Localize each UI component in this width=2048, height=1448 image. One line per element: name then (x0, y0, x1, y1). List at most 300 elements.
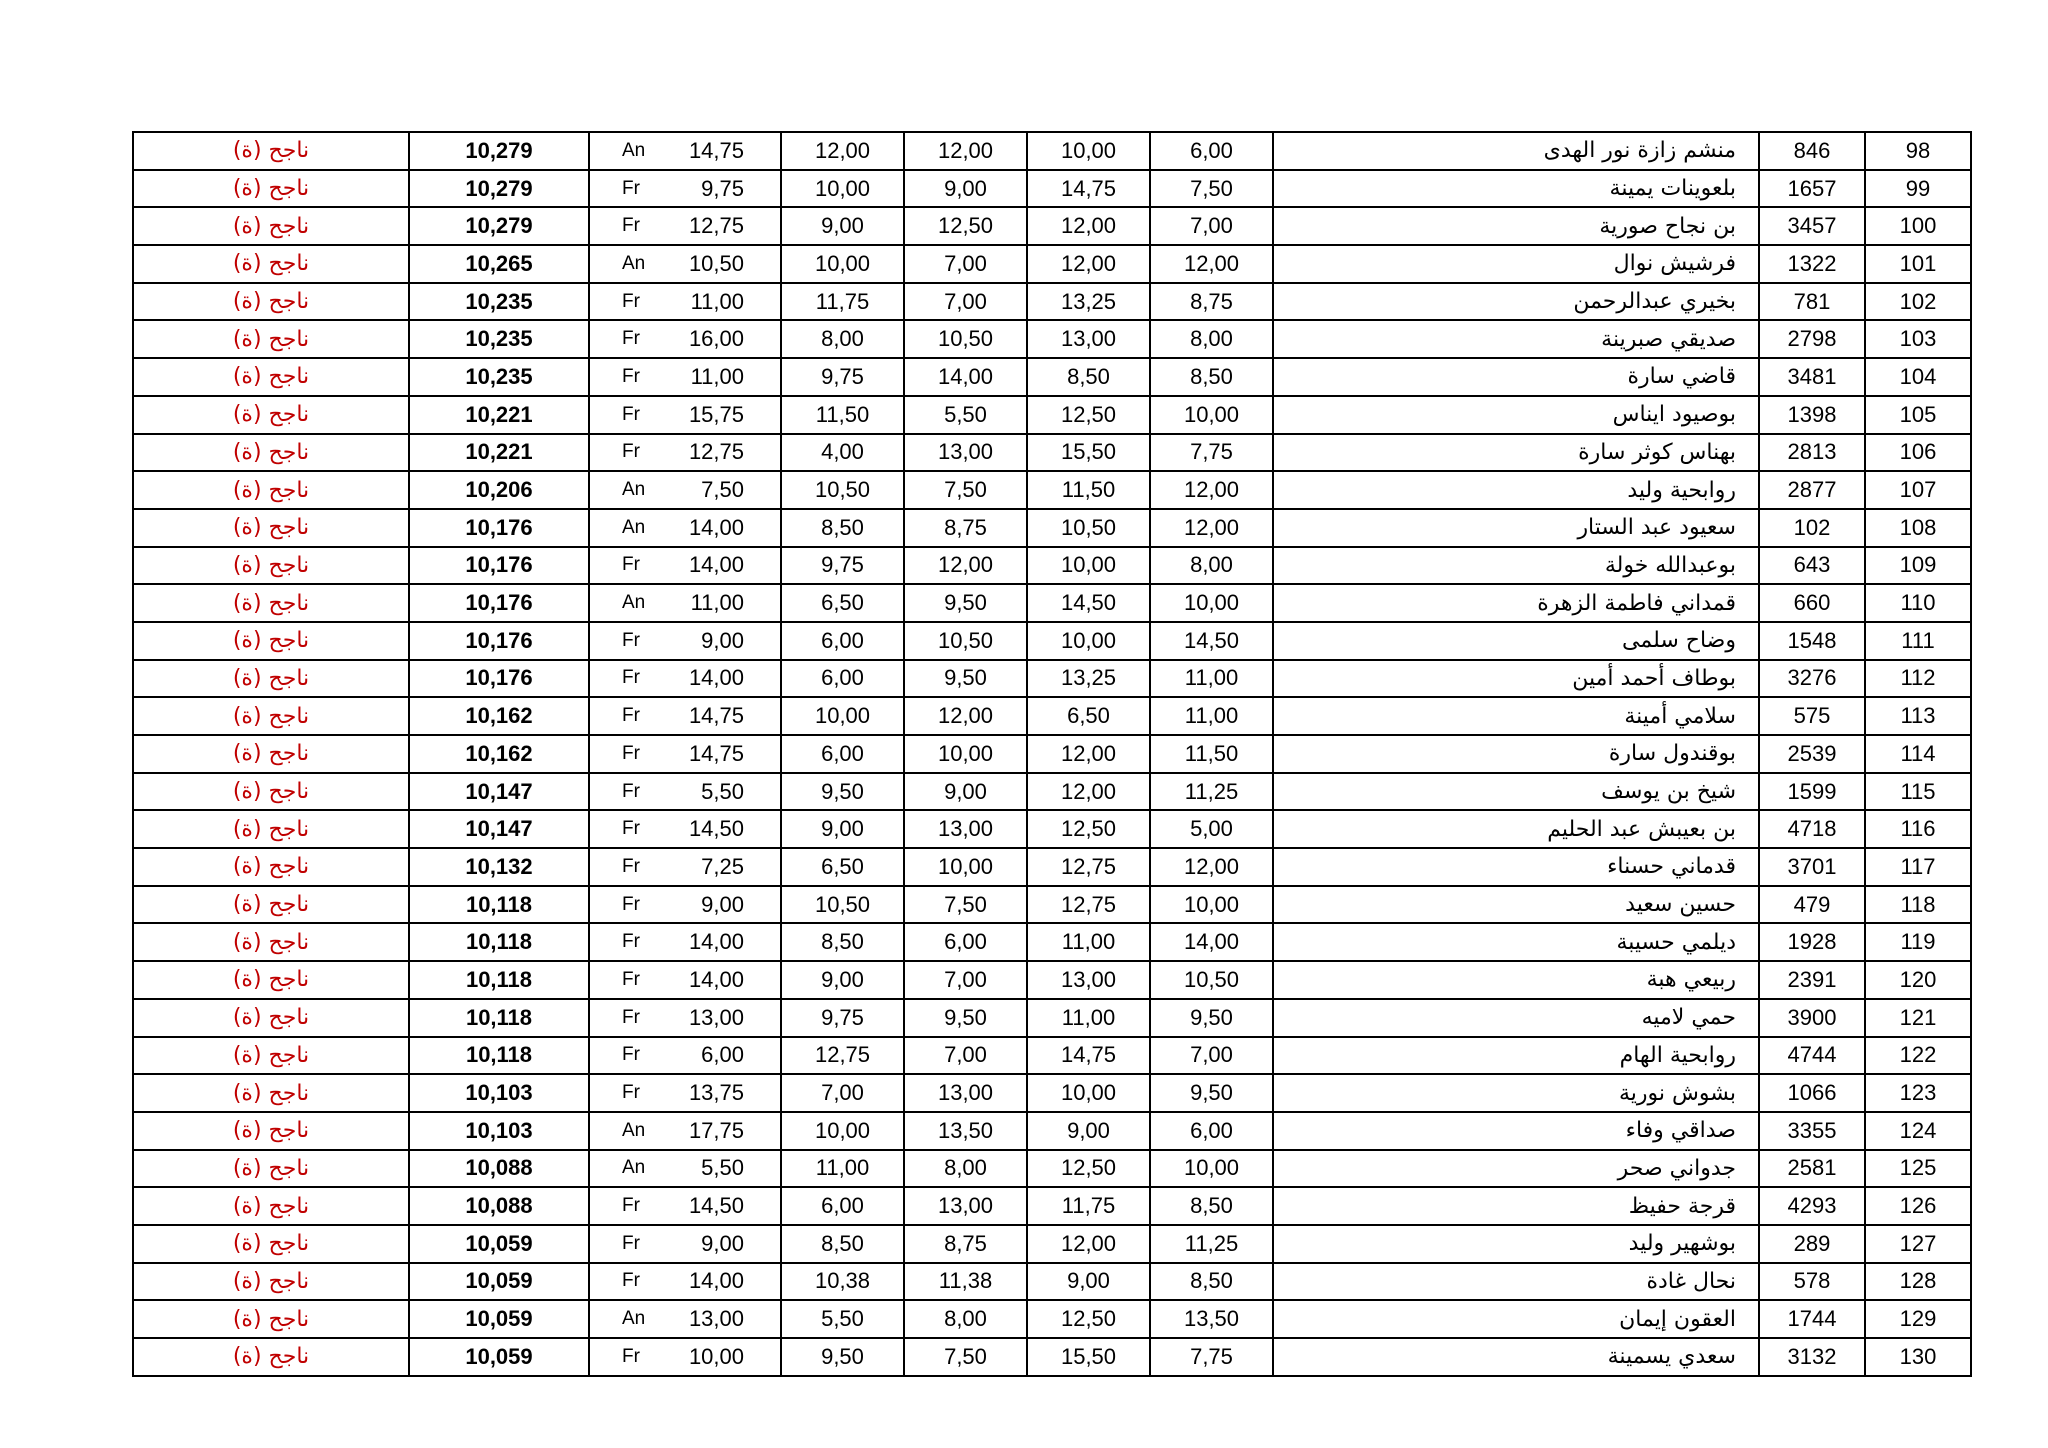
grade-5: 14,00 (688, 1268, 744, 1294)
average-cell: 10,265 (409, 245, 589, 283)
average-cell: 10,088 (409, 1187, 589, 1225)
average-cell: 10,176 (409, 584, 589, 622)
status-cell: ناجح (ة) (133, 773, 409, 811)
language-grade-cell (589, 471, 781, 509)
grade-5: 13,00 (688, 1306, 744, 1332)
table-row (133, 622, 1971, 660)
grade-2-cell: 8,50 (1027, 358, 1150, 396)
language-code: An (622, 139, 646, 161)
grade-5: 14,00 (688, 966, 744, 992)
grade-3-cell: 13,50 (904, 1112, 1027, 1150)
language-grade-cell (589, 1112, 781, 1150)
grade-5: 5,50 (701, 778, 744, 804)
grade-3-cell: 12,00 (904, 697, 1027, 735)
student-id-cell: 2539 (1759, 735, 1865, 773)
grade-5: 14,00 (688, 665, 744, 691)
student-id-cell: 1744 (1759, 1300, 1865, 1338)
status-cell: ناجح (ة) (133, 735, 409, 773)
grade-4-cell: 6,50 (781, 584, 904, 622)
average-cell: 10,059 (409, 1300, 589, 1338)
grade-1-cell: 8,50 (1150, 1187, 1273, 1225)
language-grade-cell (589, 999, 781, 1037)
grade-3-cell: 9,50 (904, 999, 1027, 1037)
status-cell: ناجح (ة) (133, 170, 409, 208)
language-grade-cell (589, 509, 781, 547)
status-cell: ناجح (ة) (133, 848, 409, 886)
status-cell: ناجح (ة) (133, 1150, 409, 1188)
table-row (133, 697, 1971, 735)
status-cell: ناجح (ة) (133, 434, 409, 472)
language-grade-cell (589, 132, 781, 170)
student-id-cell: 3701 (1759, 848, 1865, 886)
student-id-cell: 4293 (1759, 1187, 1865, 1225)
language-code: Fr (622, 931, 640, 953)
grade-2-cell: 12,00 (1027, 773, 1150, 811)
student-name-cell: فرشيش نوال (1273, 245, 1759, 283)
grade-1-cell: 10,00 (1150, 584, 1273, 622)
grade-2-cell: 10,00 (1027, 132, 1150, 170)
language-grade-cell (589, 961, 781, 999)
student-name-cell: سعدي يسمينة (1273, 1338, 1759, 1376)
grade-4-cell: 9,75 (781, 999, 904, 1037)
table-row (133, 170, 1971, 208)
grade-5: 14,50 (688, 816, 744, 842)
grade-3-cell: 6,00 (904, 923, 1027, 961)
language-grade-cell (589, 848, 781, 886)
student-name-cell: صداقي وفاء (1273, 1112, 1759, 1150)
grade-2-cell: 12,50 (1027, 1150, 1150, 1188)
language-code: Fr (622, 629, 640, 651)
grade-3-cell: 8,75 (904, 1225, 1027, 1263)
language-code: An (622, 1308, 646, 1330)
status-cell: ناجح (ة) (133, 1112, 409, 1150)
grade-5: 9,00 (701, 891, 744, 917)
table-row (133, 1074, 1971, 1112)
student-name-cell: حمي لاميه (1273, 999, 1759, 1037)
grade-5: 14,00 (688, 552, 744, 578)
rank-cell: 114 (1865, 735, 1971, 773)
table-row (133, 471, 1971, 509)
grade-1-cell: 11,50 (1150, 735, 1273, 773)
student-name-cell: ربيعي هبة (1273, 961, 1759, 999)
rank-cell: 126 (1865, 1187, 1971, 1225)
student-name-cell: روابحية الهام (1273, 1037, 1759, 1075)
language-code: Fr (622, 968, 640, 990)
language-code: Fr (622, 705, 640, 727)
grade-1-cell: 14,00 (1150, 923, 1273, 961)
student-id-cell: 1398 (1759, 396, 1865, 434)
table-row (133, 999, 1971, 1037)
rank-cell: 99 (1865, 170, 1971, 208)
rank-cell: 101 (1865, 245, 1971, 283)
status-cell: ناجح (ة) (133, 622, 409, 660)
student-name-cell: حسين سعيد (1273, 886, 1759, 924)
average-cell: 10,221 (409, 396, 589, 434)
grade-3-cell: 5,50 (904, 396, 1027, 434)
grade-5: 14,50 (688, 1193, 744, 1219)
grade-4-cell: 10,00 (781, 697, 904, 735)
status-cell: ناجح (ة) (133, 245, 409, 283)
rank-cell: 121 (1865, 999, 1971, 1037)
status-cell: ناجح (ة) (133, 1338, 409, 1376)
language-grade-cell (589, 810, 781, 848)
rank-cell: 100 (1865, 207, 1971, 245)
student-name-cell: ديلمي حسيبة (1273, 923, 1759, 961)
table-row (133, 245, 1971, 283)
grade-3-cell: 14,00 (904, 358, 1027, 396)
rank-cell: 125 (1865, 1150, 1971, 1188)
average-cell: 10,118 (409, 961, 589, 999)
grade-3-cell: 8,00 (904, 1300, 1027, 1338)
grade-3-cell: 13,00 (904, 1187, 1027, 1225)
rank-cell: 106 (1865, 434, 1971, 472)
student-name-cell: قمداني فاطمة الزهرة (1273, 584, 1759, 622)
grade-1-cell: 11,25 (1150, 773, 1273, 811)
language-code: Fr (622, 1232, 640, 1254)
average-cell: 10,176 (409, 660, 589, 698)
average-cell: 10,235 (409, 358, 589, 396)
grade-3-cell: 10,50 (904, 320, 1027, 358)
student-id-cell: 1322 (1759, 245, 1865, 283)
student-name-cell: بن بعيبش عبد الحليم (1273, 810, 1759, 848)
table-row (133, 1037, 1971, 1075)
grade-4-cell: 11,75 (781, 283, 904, 321)
grade-1-cell: 7,00 (1150, 207, 1273, 245)
average-cell: 10,059 (409, 1225, 589, 1263)
grade-5: 10,50 (688, 250, 744, 276)
table-row (133, 848, 1971, 886)
table-row (133, 547, 1971, 585)
language-code: An (622, 516, 646, 538)
grade-3-cell: 12,50 (904, 207, 1027, 245)
average-cell: 10,132 (409, 848, 589, 886)
student-id-cell: 1928 (1759, 923, 1865, 961)
grade-1-cell: 11,25 (1150, 1225, 1273, 1263)
grade-2-cell: 10,00 (1027, 547, 1150, 585)
status-cell: ناجح (ة) (133, 697, 409, 735)
grade-4-cell: 10,50 (781, 886, 904, 924)
table-row (133, 735, 1971, 773)
grade-3-cell: 7,00 (904, 1037, 1027, 1075)
student-id-cell: 1548 (1759, 622, 1865, 660)
grade-4-cell: 8,00 (781, 320, 904, 358)
table-row (133, 773, 1971, 811)
table-row (133, 961, 1971, 999)
table-row (133, 207, 1971, 245)
average-cell: 10,162 (409, 735, 589, 773)
grade-2-cell: 12,00 (1027, 735, 1150, 773)
student-id-cell: 3355 (1759, 1112, 1865, 1150)
grade-4-cell: 8,50 (781, 1225, 904, 1263)
average-cell: 10,235 (409, 283, 589, 321)
table-row (133, 1300, 1971, 1338)
results-table (132, 131, 1972, 1377)
average-cell: 10,176 (409, 547, 589, 585)
table-row (133, 810, 1971, 848)
grade-1-cell: 7,75 (1150, 434, 1273, 472)
grade-1-cell: 8,50 (1150, 358, 1273, 396)
status-cell: ناجح (ة) (133, 1300, 409, 1338)
student-id-cell: 846 (1759, 132, 1865, 170)
grade-1-cell: 9,50 (1150, 999, 1273, 1037)
grade-2-cell: 12,50 (1027, 1300, 1150, 1338)
student-id-cell: 102 (1759, 509, 1865, 547)
average-cell: 10,088 (409, 1150, 589, 1188)
grade-1-cell: 10,00 (1150, 886, 1273, 924)
table-row (133, 358, 1971, 396)
grade-3-cell: 12,00 (904, 132, 1027, 170)
grade-5: 14,00 (688, 929, 744, 955)
rank-cell: 117 (1865, 848, 1971, 886)
grade-2-cell: 10,00 (1027, 622, 1150, 660)
grade-1-cell: 6,00 (1150, 132, 1273, 170)
student-name-cell: سعيود عبد الستار (1273, 509, 1759, 547)
status-cell: ناجح (ة) (133, 1263, 409, 1301)
grade-3-cell: 13,00 (904, 434, 1027, 472)
grade-2-cell: 12,00 (1027, 207, 1150, 245)
grade-4-cell: 12,00 (781, 132, 904, 170)
student-name-cell: بوطاف أحمد أمين (1273, 660, 1759, 698)
grade-3-cell: 9,50 (904, 660, 1027, 698)
grade-3-cell: 9,50 (904, 584, 1027, 622)
student-id-cell: 575 (1759, 697, 1865, 735)
status-cell: ناجح (ة) (133, 660, 409, 698)
language-code: Fr (622, 441, 640, 463)
student-name-cell: بلعوينات يمينة (1273, 170, 1759, 208)
student-name-cell: وضاح سلمى (1273, 622, 1759, 660)
average-cell: 10,118 (409, 923, 589, 961)
grade-2-cell: 11,00 (1027, 923, 1150, 961)
grade-2-cell: 13,25 (1027, 660, 1150, 698)
grade-3-cell: 7,50 (904, 886, 1027, 924)
rank-cell: 108 (1865, 509, 1971, 547)
grade-2-cell: 10,50 (1027, 509, 1150, 547)
grade-2-cell: 14,75 (1027, 170, 1150, 208)
grade-5: 9,00 (701, 627, 744, 653)
table-row (133, 396, 1971, 434)
status-cell: ناجح (ة) (133, 1187, 409, 1225)
grade-5: 5,50 (701, 1155, 744, 1181)
language-code: Fr (622, 742, 640, 764)
grade-4-cell: 7,00 (781, 1074, 904, 1112)
student-id-cell: 1657 (1759, 170, 1865, 208)
grade-5: 12,75 (688, 439, 744, 465)
language-code: Fr (622, 1270, 640, 1292)
grade-2-cell: 9,00 (1027, 1112, 1150, 1150)
language-grade-cell (589, 320, 781, 358)
grade-3-cell: 11,38 (904, 1263, 1027, 1301)
rank-cell: 127 (1865, 1225, 1971, 1263)
grade-5: 14,75 (688, 703, 744, 729)
student-id-cell: 2798 (1759, 320, 1865, 358)
student-id-cell: 479 (1759, 886, 1865, 924)
grade-2-cell: 12,00 (1027, 245, 1150, 283)
language-grade-cell (589, 396, 781, 434)
student-name-cell: بوعبدالله خولة (1273, 547, 1759, 585)
grade-3-cell: 10,00 (904, 848, 1027, 886)
status-cell: ناجح (ة) (133, 584, 409, 622)
rank-cell: 110 (1865, 584, 1971, 622)
student-id-cell: 289 (1759, 1225, 1865, 1263)
average-cell: 10,103 (409, 1112, 589, 1150)
language-grade-cell (589, 773, 781, 811)
student-name-cell: بوقندول سارة (1273, 735, 1759, 773)
language-grade-cell (589, 886, 781, 924)
language-code: Fr (622, 1044, 640, 1066)
average-cell: 10,118 (409, 999, 589, 1037)
student-id-cell: 3900 (1759, 999, 1865, 1037)
grade-3-cell: 7,50 (904, 471, 1027, 509)
status-cell: ناجح (ة) (133, 999, 409, 1037)
student-id-cell: 660 (1759, 584, 1865, 622)
language-code: Fr (622, 215, 640, 237)
student-id-cell: 2813 (1759, 434, 1865, 472)
average-cell: 10,059 (409, 1263, 589, 1301)
rank-cell: 118 (1865, 886, 1971, 924)
student-name-cell: شيخ بن يوسف (1273, 773, 1759, 811)
grade-4-cell: 12,75 (781, 1037, 904, 1075)
language-grade-cell (589, 697, 781, 735)
grade-2-cell: 15,50 (1027, 434, 1150, 472)
grade-2-cell: 14,50 (1027, 584, 1150, 622)
language-grade-cell (589, 170, 781, 208)
average-cell: 10,118 (409, 1037, 589, 1075)
language-grade-cell (589, 1187, 781, 1225)
grade-1-cell: 8,00 (1150, 547, 1273, 585)
grade-1-cell: 10,50 (1150, 961, 1273, 999)
student-name-cell: نحال غادة (1273, 1263, 1759, 1301)
rank-cell: 107 (1865, 471, 1971, 509)
language-code: Fr (622, 554, 640, 576)
grade-2-cell: 12,50 (1027, 810, 1150, 848)
status-cell: ناجح (ة) (133, 509, 409, 547)
grade-1-cell: 12,00 (1150, 471, 1273, 509)
grade-4-cell: 9,00 (781, 810, 904, 848)
table-row (133, 509, 1971, 547)
rank-cell: 116 (1865, 810, 1971, 848)
language-grade-cell (589, 1300, 781, 1338)
language-code: Fr (622, 1345, 640, 1367)
language-grade-cell (589, 1263, 781, 1301)
grade-1-cell: 7,75 (1150, 1338, 1273, 1376)
grade-1-cell: 12,00 (1150, 245, 1273, 283)
rank-cell: 115 (1865, 773, 1971, 811)
grade-4-cell: 11,00 (781, 1150, 904, 1188)
language-grade-cell (589, 283, 781, 321)
table-row (133, 923, 1971, 961)
status-cell: ناجح (ة) (133, 471, 409, 509)
rank-cell: 119 (1865, 923, 1971, 961)
rank-cell: 105 (1865, 396, 1971, 434)
language-code: Fr (622, 290, 640, 312)
grade-4-cell: 4,00 (781, 434, 904, 472)
student-name-cell: بوصيود ايناس (1273, 396, 1759, 434)
grade-1-cell: 8,50 (1150, 1263, 1273, 1301)
grade-1-cell: 11,00 (1150, 660, 1273, 698)
grade-4-cell: 5,50 (781, 1300, 904, 1338)
grade-4-cell: 6,00 (781, 1187, 904, 1225)
student-id-cell: 4744 (1759, 1037, 1865, 1075)
status-cell: ناجح (ة) (133, 207, 409, 245)
language-grade-cell (589, 923, 781, 961)
grade-3-cell: 7,50 (904, 1338, 1027, 1376)
status-cell: ناجح (ة) (133, 283, 409, 321)
average-cell: 10,279 (409, 132, 589, 170)
results-table-body (133, 132, 1971, 1376)
rank-cell: 103 (1865, 320, 1971, 358)
grade-5: 6,00 (701, 1042, 744, 1068)
language-code: Fr (622, 1082, 640, 1104)
grade-4-cell: 10,50 (781, 471, 904, 509)
language-code: Fr (622, 403, 640, 425)
student-name-cell: قدماني حسناء (1273, 848, 1759, 886)
grade-1-cell: 10,00 (1150, 396, 1273, 434)
grade-5: 11,00 (690, 288, 744, 314)
average-cell: 10,235 (409, 320, 589, 358)
language-code: Fr (622, 893, 640, 915)
grade-1-cell: 10,00 (1150, 1150, 1273, 1188)
status-cell: ناجح (ة) (133, 132, 409, 170)
average-cell: 10,103 (409, 1074, 589, 1112)
grade-1-cell: 7,50 (1150, 170, 1273, 208)
status-cell: ناجح (ة) (133, 961, 409, 999)
table-row (133, 1225, 1971, 1263)
grade-5: 17,75 (688, 1117, 744, 1143)
status-cell: ناجح (ة) (133, 1225, 409, 1263)
rank-cell: 129 (1865, 1300, 1971, 1338)
grade-3-cell: 13,00 (904, 810, 1027, 848)
average-cell: 10,279 (409, 170, 589, 208)
student-id-cell: 1066 (1759, 1074, 1865, 1112)
grade-2-cell: 6,50 (1027, 697, 1150, 735)
language-grade-cell (589, 547, 781, 585)
grade-5: 10,00 (688, 1343, 744, 1369)
status-cell: ناجح (ة) (133, 886, 409, 924)
language-code: An (622, 1119, 646, 1141)
rank-cell: 104 (1865, 358, 1971, 396)
language-code: Fr (622, 328, 640, 350)
student-name-cell: بوشهير وليد (1273, 1225, 1759, 1263)
table-row (133, 1112, 1971, 1150)
grade-2-cell: 15,50 (1027, 1338, 1150, 1376)
grade-3-cell: 10,50 (904, 622, 1027, 660)
language-grade-cell (589, 622, 781, 660)
grade-5: 15,75 (688, 401, 744, 427)
grade-3-cell: 7,00 (904, 245, 1027, 283)
average-cell: 10,147 (409, 773, 589, 811)
grade-1-cell: 12,00 (1150, 848, 1273, 886)
student-name-cell: بن نجاح صورية (1273, 207, 1759, 245)
grade-5: 13,75 (688, 1080, 744, 1106)
student-name-cell: قاضي سارة (1273, 358, 1759, 396)
grade-2-cell: 11,50 (1027, 471, 1150, 509)
language-grade-cell (589, 1225, 781, 1263)
student-id-cell: 1599 (1759, 773, 1865, 811)
rank-cell: 109 (1865, 547, 1971, 585)
language-code: Fr (622, 365, 640, 387)
language-grade-cell (589, 1150, 781, 1188)
student-name-cell: منشم زازة نور الهدى (1273, 132, 1759, 170)
grade-4-cell: 9,75 (781, 547, 904, 585)
status-cell: ناجح (ة) (133, 358, 409, 396)
student-id-cell: 3276 (1759, 660, 1865, 698)
grade-2-cell: 11,75 (1027, 1187, 1150, 1225)
grade-5: 7,50 (701, 477, 744, 503)
student-name-cell: بخيري عبدالرحمن (1273, 283, 1759, 321)
language-code: Fr (622, 177, 640, 199)
grade-4-cell: 6,00 (781, 622, 904, 660)
grade-5: 9,00 (701, 1230, 744, 1256)
